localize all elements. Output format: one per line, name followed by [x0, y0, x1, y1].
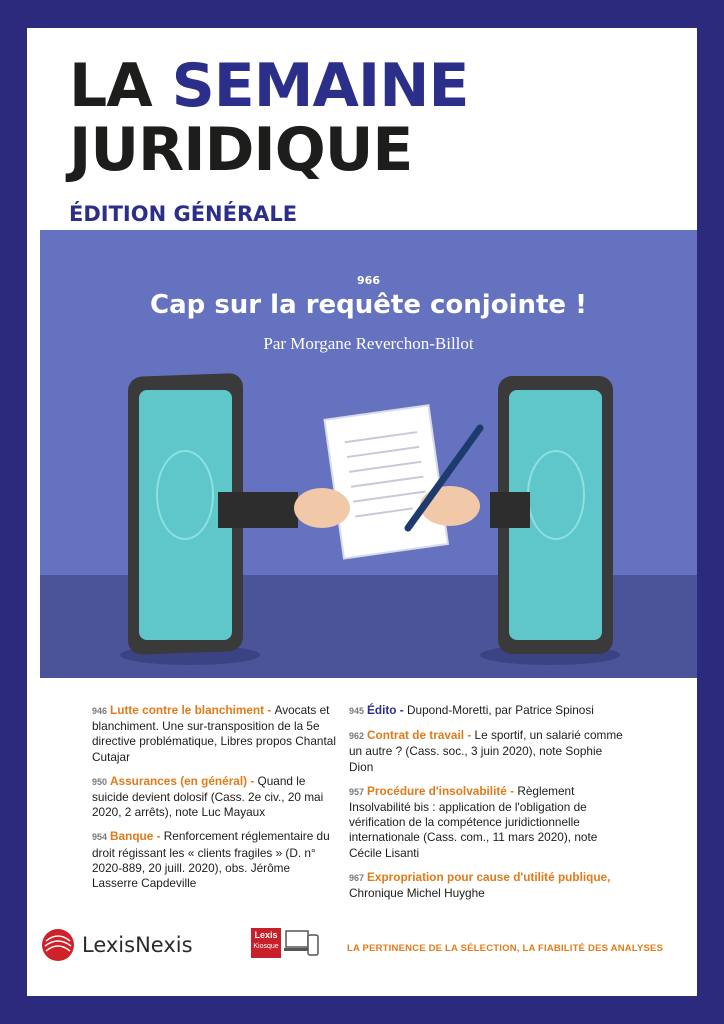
contents-item	[349, 703, 629, 719]
contents-left-column	[92, 703, 337, 900]
article-separator: -	[396, 703, 408, 717]
article-separator: -	[264, 703, 275, 717]
contents-item	[349, 728, 629, 775]
cover-article-title: Cap sur la requête conjointe !	[150, 290, 587, 320]
article-number: 946	[92, 706, 108, 716]
left-hand-icon	[218, 488, 350, 528]
masthead-title-line2: JURIDIQUE	[69, 115, 413, 185]
article-heading: Banque	[110, 829, 154, 844]
tagline: LA PERTINENCE DE LA SÉLECTION, LA FIABILITÉ DES ANALYSES	[347, 943, 664, 954]
article-heading: Contrat de travail	[367, 728, 465, 743]
lexisnexis-logo-icon	[40, 927, 76, 963]
cover-illustration	[40, 230, 697, 678]
article-heading: Expropriation pour cause d'utilité publique,	[367, 869, 611, 884]
cover-article-author: Par Morgane Reverchon-Billot	[263, 334, 474, 353]
edition-label: ÉDITION GÉNÉRALE	[69, 202, 298, 226]
article-number: 954	[92, 832, 108, 843]
article-number: 962	[349, 731, 365, 742]
article-separator: -	[247, 773, 258, 788]
article-separator: -	[506, 783, 518, 798]
contents-right-column	[349, 703, 629, 910]
article-heading: Lutte contre le blanchiment	[110, 703, 265, 717]
contents-item	[349, 784, 629, 861]
cover-article-number: 966	[357, 274, 380, 287]
kiosque-label-1: Lexis	[254, 930, 278, 940]
masthead-title-la: LA	[69, 51, 172, 121]
article-summary: Avocats et blanchiment. Une sur-transposition de la 5e directive problématique, Libres propos Chantal Cutajar	[92, 703, 336, 764]
masthead-title-semaine: SEMAINE	[171, 51, 469, 121]
article-separator: -	[153, 829, 164, 844]
contents-item	[92, 829, 337, 891]
article-heading: Procédure d'insolvabilité	[367, 783, 507, 798]
article-heading: Assurances (en général)	[110, 773, 248, 788]
article-summary: Chronique Michel Huyghe	[349, 886, 485, 901]
article-summary: Renforcement réglementaire du droit régissant les « clients fragiles » (D. n° 2020-889, 20 juill. 2020), obs. Jérôme Lasserre Capdeville	[92, 829, 330, 891]
lexis-kiosque-badge	[251, 928, 281, 958]
contents-item	[92, 703, 337, 765]
kiosque-label-2: Kiosque	[253, 943, 279, 950]
article-summary: Quand le suicide devient dolosif (Cass. 2e civ., 20 mai 2020, 2 arrêts), note Luc Mayaux	[92, 773, 324, 820]
masthead-title-line1	[69, 51, 469, 121]
article-heading: Édito	[367, 703, 397, 717]
article-number: 945	[349, 706, 365, 716]
article-summary: Le sportif, un salarié comme un autre ? (Cass. soc., 3 juin 2020), note Sophie Dion	[349, 728, 623, 774]
article-summary: Dupond-Moretti, par Patrice Spinosi	[407, 703, 594, 717]
article-number: 967	[349, 872, 365, 883]
document-icon	[324, 405, 447, 558]
contents-item	[92, 774, 337, 821]
devices-icon	[284, 927, 320, 959]
article-summary: Règlement Insolvabilité bis : application de l'obligation de vérification de la compétence juridictionnelle internationale (Cass. com., 11 mars 2020), note Cécile Lisanti	[349, 783, 598, 860]
footer	[40, 925, 670, 965]
article-number: 950	[92, 776, 108, 787]
article-number: 957	[349, 786, 365, 797]
contents-item	[349, 870, 629, 901]
article-separator: -	[464, 728, 475, 743]
brand-name: LexisNexis	[82, 933, 193, 957]
